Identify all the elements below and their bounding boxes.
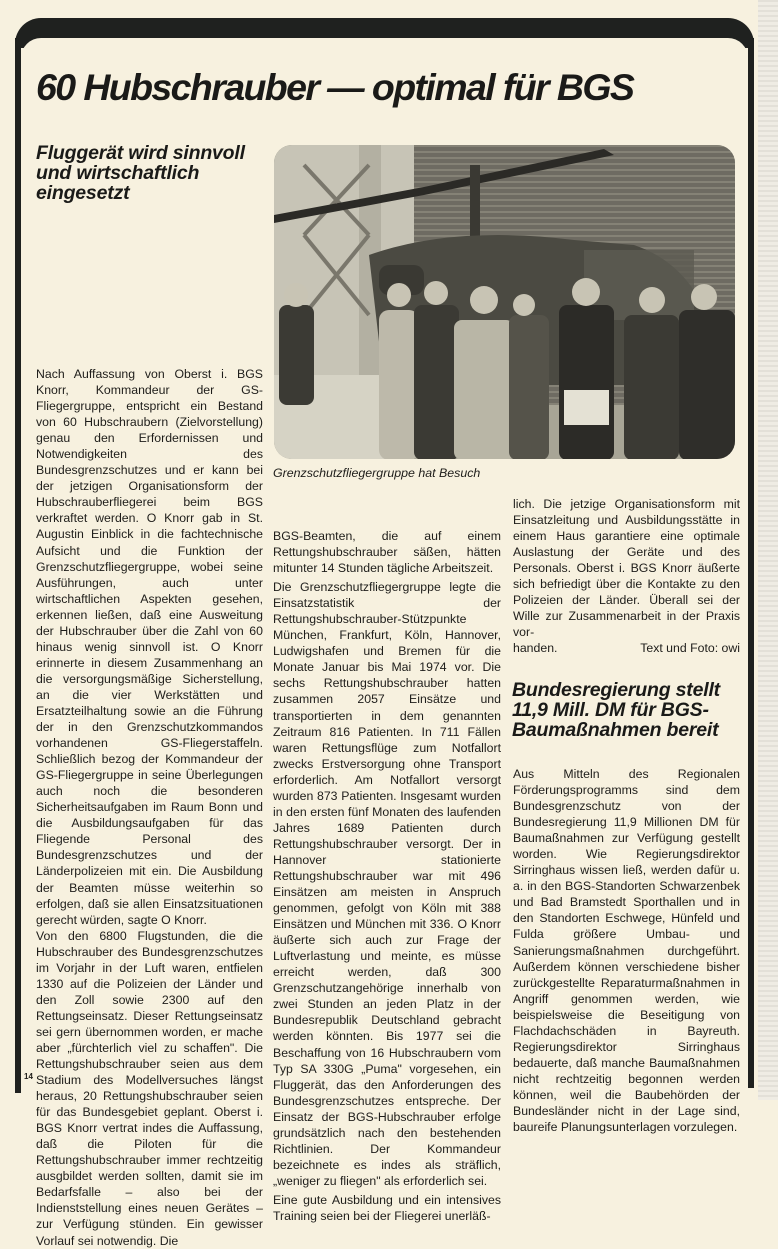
article-2-headline: Bundesregierung stellt 11,9 Mill. DM für BGS-Baumaßnahmen bereit bbox=[512, 679, 720, 741]
frame-right-rule bbox=[748, 38, 754, 1088]
paragraph: Eine gute Ausbildung und ein intensives Training seien bei der Fliegerei unerläß- bbox=[273, 1192, 501, 1223]
article-1-column-2 bbox=[273, 528, 501, 1224]
paragraph: lich. Die jetzige Organisationsform mit Einsatzleitung und Ausbildungsstätte in einem Haus garantiere eine optimale Auslastung der Geräte und des Personals. Oberst i. BGS Knorr äußerte sich befriedigt über die Kontakte zu den Polizeien der Länder. Überall sei der Wille zur Zusammenarbeit in der Praxis vor- bbox=[513, 497, 740, 640]
last-word: handen. bbox=[513, 641, 558, 656]
credit-line bbox=[513, 640, 740, 656]
photo-caption: Grenzschutzfliegergruppe hat Besuch bbox=[273, 466, 481, 480]
article-1-column-1 bbox=[36, 366, 263, 1249]
article-photo bbox=[274, 145, 735, 459]
article-2-body bbox=[513, 766, 740, 1135]
page-edge bbox=[758, 0, 778, 1100]
paragraph: Nach Auffassung von Oberst i. BGS Knorr, Kommandeur der GS-Fliegergruppe, entspricht ein Bestand von 60 Hubschraubern (Zielvorstellung) genau den Erfordernissen und Notwendigkeiten des Bundesgrenzschutzes und er kann bei der jetzigen Organisationsform der Hubschrauberfliegerei beim BGS verkraftet werden. O Knorr gab in St. Augustin Einblick in die fachtechnische Aufsicht und die Funktion der Grenzschutzfliegergruppe, wobei seine Ausführungen, auch unter wirtschaftlichen Aspekten gesehen, erkennen ließen, daß eine Ausweitung der Hubschrauber über die Zahl von 60 hinaus wenig sinnvoll ist. O Knorr erinnerte in diesem Zusammenhang an die versorgungsmäßige Sicherstellung, an die vier Werkstätten und Ersatzteilhaltung sowie an die Führung der in den Grenzschutzkommandos vorhandenen GS-Fliegerstaffeln. Schließlich bezog der Kommandeur der GS-Fliegergruppe in seine Überlegungen auch noch die besonderen Sicherheitsaufgaben im Raum Bonn und die Ausbildungsaufgaben für das Fliegende Personal des Bundesgrenzschutzes und der Länderpolizeien mit ein. Die Ausbildung der Beamten müsse weiterhin so erfolgen, daß sie allen Einsatzsituationen gerecht würden, sagte O Knorr. bbox=[36, 367, 263, 927]
paragraph: BGS-Beamten, die auf einem Rettungshubschrauber säßen, hätten mitunter 14 Stunden tägliche Arbeitszeit. bbox=[273, 529, 501, 576]
article-1-column-3 bbox=[513, 496, 740, 656]
page-headline: 60 Hubschrauber — optimal für BGS bbox=[36, 66, 634, 108]
photo-credit: Text und Foto: owi bbox=[640, 641, 740, 656]
article-1-subheadline: Fluggerät wird sinnvoll und wirtschaftlich eingesetzt bbox=[36, 142, 245, 204]
paragraph: Die Grenzschutzfliegergruppe legte die Einsatzstatistik der Rettungshubschrauber-Stützpunkte München, Frankfurt, Köln, Hannover, Ludwigshafen und Bremen für die Monate Januar bis Mai 1974 vor. Die sechs Rettungshubschrauber hatten zusammen 2057 Einsätze und transportierten in dem genannten Zeitraum 816 Patienten. In 711 Fällen waren Rettungsflüge zum Notfallort zwecks Erstversorgung ohne Transport erforderlich. Am Notfallort versorgt wurden 873 Patienten. Insgesamt wurden in den ersten fünf Monaten des laufenden Jahres 1689 Patienten durch Rettungshubschrauber versorgt. Der in Hannover stationierte Rettungshubschrauber war mit 496 Einsätzen am meisten in Anspruch genommen, gefolgt von Köln mit 388 Einsätzen und München mit 336. O Knorr äußerte sich auch zur Frage der Luftverlastung und meinte, es müsse erreicht werden, daß 300 Grenzschutzangehörige innerhalb von zwei Stunden an jeden Platz in der Bundesrepublik Deutschland gebracht werden könnten. Bis 1977 sei die Beschaffung von 16 Hubschraubern vom Typ SA 330G „Puma" vorgesehen, ein Fluggerät, das den Anforderungen des Bundesgrenzschutzes entspreche. Der Einsatz der BGS-Hubschrauber erfolge grundsätzlich nach den bestehenden Richtlinien. Der Kommandeur bezeichnete es indes als sträflich, „weniger zu fliegen" als erforderlich sei. bbox=[273, 580, 501, 1188]
paragraph: Aus Mitteln des Regionalen Förderungsprogramms sind dem Bundesgrenzschutz von der Bundesregierung 11,9 Millionen DM für Baumaßnahmen zur Verfügung gestellt worden. Wie Regierungsdirektor Sirringhaus wissen ließ, werden dafür u. a. in den BGS-Standorten Schwarzenbek und Bad Bramstedt Sporthallen und in den Standorten Eschwege, Hünfeld und Fulda größere Umbau- und Sanierungsmaßnahmen durchgeführt. Außerdem können verschiedene bisher zurückgestellte Reparaturmaßnahmen in Angriff genommen werden, wie beispielsweise die Beseitigung von Flachdachschäden in Bayreuth. Regierungsdirektor Sirringhaus bedauerte, daß manche Baumaßnahmen nicht rechtzeitig begonnen werden können, weil die Baubehörden der Bundesländer nicht in der Lage sind, baureife Planungsunterlagen vorzulegen. bbox=[513, 767, 740, 1135]
frame-left-rule bbox=[15, 38, 21, 1093]
photo-icon bbox=[274, 145, 735, 459]
paragraph: Von den 6800 Flugstunden, die die Hubschrauber des Bundesgrenzschutzes im Vorjahr in der Luft waren, entfielen 1330 auf die Polizeien der Länder und den Zoll sowie 2300 auf den Rettungseinsatz. Dieser Rettungseinsatz sei gern übernommen worden, er mache aber „fürchterlich viel zu schaffen". Die Rettungshubschrauber seien aus dem Stadium des Modellversuches längst heraus, 20 Rettungshubschrauber seien für das Bundesgebiet geplant. Oberst i. BGS Knorr vertrat indes die Auffassung, daß die Piloten für die Rettungshubschrauber immer rechtzeitig ausgbildet werden sollten, damit sie im Bedarfsfalle – also bei der Indienststellung eines neuen Gerätes – zur Verfügung stünden. Ein gewisser Vorlauf sei notwendig. Die bbox=[36, 928, 263, 1248]
page-number: 14 bbox=[24, 1072, 33, 1081]
